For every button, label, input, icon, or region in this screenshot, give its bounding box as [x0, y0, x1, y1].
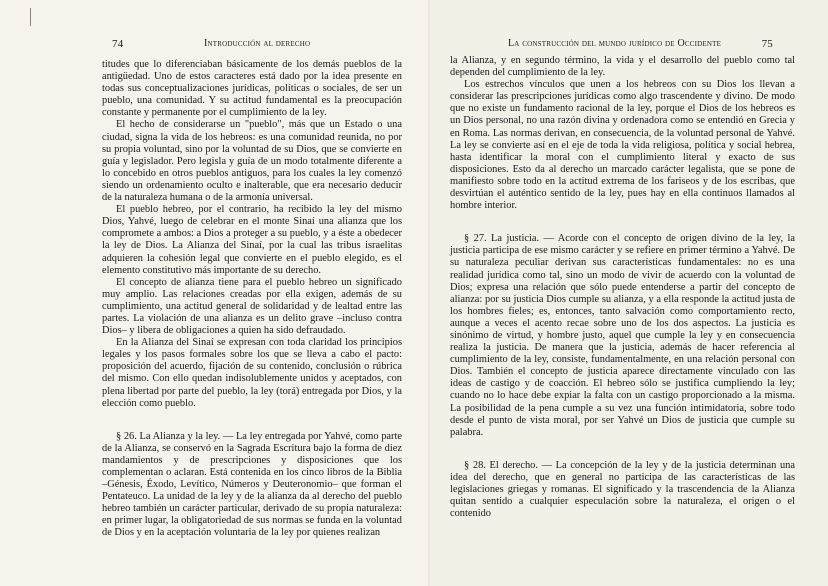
paragraph: El hecho de considerarse un "pueblo", más que un Estado o una ciudad, signa la vida de los hebreos: es una comunidad reunida, no por su propia voluntad, sino por la voluntad de su Dios, que se convierte en guía y legislador. Pero legisla y guía de un modo totalmente diferente a lo concebido en otros pueblos antiguos, para los cuales la ley comenzó siendo un ordenamiento oculto e inalterable, que era necesario deducir de la naturaleza humana o de la armonía universal. — [102, 119, 402, 204]
right-page — [430, 0, 828, 586]
running-head: Introducción al derecho — [204, 38, 311, 49]
left-page-body — [102, 59, 402, 540]
section-26-paragraph: § 26. La Alianza y la ley. — La ley entregada por Yahvé, como parte de la Alianza, se conservó en la Sagrada Escritura bajo la forma de diez mandamientos y de prescripciones y disposiciones que los complementan o aclaran. Está contenida en los cinco libros de la Biblia –Génesis, Éxodo, Levítico, Números y Deuteronomio– que forman el Pentateuco. La unidad de la ley y de la alianza da al derecho del pueblo hebreo también un carácter particular, derivado de su propia naturaleza: en primer lugar, la obligatoriedad de sus normas se funda en la voluntad de Dios y en la aceptación voluntaria de la ley por quienes realizan — [102, 430, 402, 539]
right-page-body — [450, 55, 795, 520]
paragraph: El concepto de alianza tiene para el pueblo hebreo un significado muy amplio. Las relaciones creadas por ella exigen, además de su cumplimiento, una actitud general de solidaridad y de lealtad entre las partes. La violación de una alianza es un delito grave –incluso contra Dios– y libera de obligaciones a quien ha sido defraudado. — [102, 276, 402, 337]
paragraph: Los estrechos vínculos que unen a los hebreos con su Dios los llevan a considerar las prescripciones jurídicas como algo trascendente y divino. De modo que no existe un fundamento racional de la ley, porque el Dios de los hebreos es un Dios personal, no una razón divina y ordenadora como se entendió en Grecia y en Roma. Las normas derivan, en consecuencia, de la voluntad personal de Yahvé. La ley se convierte así en el eje de toda la vida religiosa, política y social hebrea, hasta identificar la moral con el cumplimiento literal y exacto de sus disposiciones. Esto da al derecho un marcado carácter legalista, que se pone de manifiesto sobre todo en la actitud extrema de los fariseos y de los escribas, que desvirtúan el auténtico sentido de la ley, pues hay en ella continuos llamados al hombre interior. — [450, 79, 795, 212]
running-head: La construcción del mundo jurídico de Occidente — [508, 38, 722, 49]
paragraph: En la Alianza del Sinaí se expresan con toda claridad los principios legales y los pasos formales sobre los que se lleva a cabo el pacto: proposición del acuerdo, fijación de su contenido, conclusión o rúbrica del mismo. Con ello quedan indisolublemente unidos y aceptados, con plena libertad por parte del pueblo, la ley (torá) entregada por Dios, y la elección como pueblo. — [102, 337, 402, 409]
paragraph: El pueblo hebreo, por el contrario, ha recibido la ley del mismo Dios, Yahvé, luego de celebrar en el monte Sinaí una alianza que los compromete a ambos: a Dios a proteger a su pueblo, y a éste a obedecer la ley de Dios. La Alianza del Sinaí, por la cual las tribus israelitas adquieren la cohesión legal que convierte en el pueblo elegido, es el elemento constitutivo más importante de su derecho. — [102, 204, 402, 276]
page-number: 74 — [112, 38, 124, 50]
section-28-paragraph: § 28. El derecho. — La concepción de la ley y de la justicia determinan una idea del derecho, que en general no participa de las características de las legislaciones griegas y romanas. El significado y la trascendencia de la Alianza quitan sentido a cualquier especulación sobre la naturaleza, el origen o el contenido — [450, 459, 795, 520]
page-edge-mark — [30, 8, 31, 26]
section-27-paragraph: § 27. La justicia. — Acorde con el concepto de origen divino de la ley, la justicia participa de ese mismo carácter y se refiere en primer término a Yahvé. De su naturaleza peculiar derivan sus características fundamentales: no es una realidad jurídica como tal, sino un modo de vivir de acuerdo con la voluntad de Dios; expresa una relación que sólo puede entenderse a partir del concepto de alianza: por su justicia Dios cumple su alianza, y a ella responde la actitud justa de los hombres fieles; es, entonces, tanto salvación como comportamiento recto, aunque a veces el acento recae sobre uno de los dos aspectos. La justicia es sinónimo de virtud, y hombre justo, aquel que cumple la ley y en consecuencia realiza la justicia. De manera que la justicia, además de hacer referencia al cumplimiento de la ley, consiste, fundamentalmente, en una relación personal con Dios. También el concepto de justicia aparece directamente vinculado con las ideas de castigo y de coacción. El hebreo sólo se justifica cumpliendo la ley; cuando no lo hace debe expiar la falta con un castigo proporcionado a la misma. La posibilidad de la pena cumple a su vez una función intimidatoria, sobre todo desde el punto de vista moral, por ser Yahvé un Dios de justicia que cumple su palabra. — [450, 233, 795, 438]
paragraph: la Alianza, y en segundo término, la vida y el desarrollo del pueblo como tal dependen del cumplimiento de la ley. — [450, 55, 795, 79]
paragraph: titudes que lo diferenciaban básicamente de los demás pueblos de la antigüedad. Uno de estos caracteres está dado por la idea presente en todas sus conceptualizaciones jurídicas, políticas o sociales, de ser un pueblo, una comunidad. Y su actitud fundamental es la preocupación constante y permanente por el cumplimiento de la ley. — [102, 59, 402, 119]
page-number: 75 — [761, 38, 773, 50]
